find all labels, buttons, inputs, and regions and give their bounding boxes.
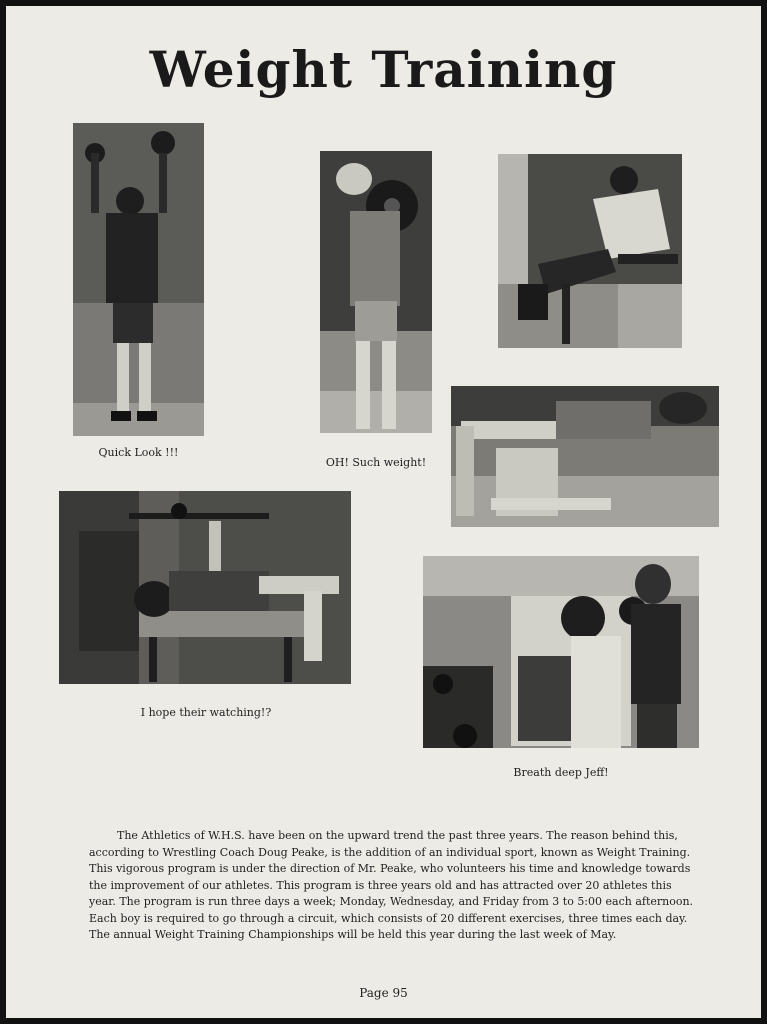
photo-leg-machine	[498, 154, 682, 348]
yearbook-page	[6, 6, 761, 1018]
caption-breath-deep: Breath deep Jeff!	[513, 766, 609, 779]
page-number: Page 95	[359, 986, 408, 1000]
photo-dumbbell-curl	[423, 556, 699, 748]
photo-overhead-press	[73, 123, 204, 436]
caption-quick-look: Quick Look !!!	[98, 446, 179, 459]
page-title: Weight Training	[149, 40, 618, 99]
photo-bench-press	[59, 491, 351, 684]
photo-back-extension	[451, 386, 719, 527]
caption-watching: I hope their watching!?	[140, 706, 272, 719]
photo-barbell-press	[320, 151, 432, 433]
caption-such-weight: OH! Such weight!	[325, 456, 427, 469]
article-body: The Athletics of W.H.S. have been on the upward trend the past three years. The reason behind this, according to Wrestling Coach Doug Peake, is the addition of an individual sport, known as Weight Training. This vigorous program is under the direction of Mr. Peake, who volunteers his time and knowledge towards the improvement of our athletes. This program is three years old and has attracted over 20 athletes this year. The program is run three days a week; Monday, Wednesday, and Friday from 3 to 5:00 each afternoon. Each boy is required to go through a circuit, which consists of 20 different exercises, three times each day. The annual Weight Training Championships will be held this year during the last week of May.	[89, 829, 694, 941]
